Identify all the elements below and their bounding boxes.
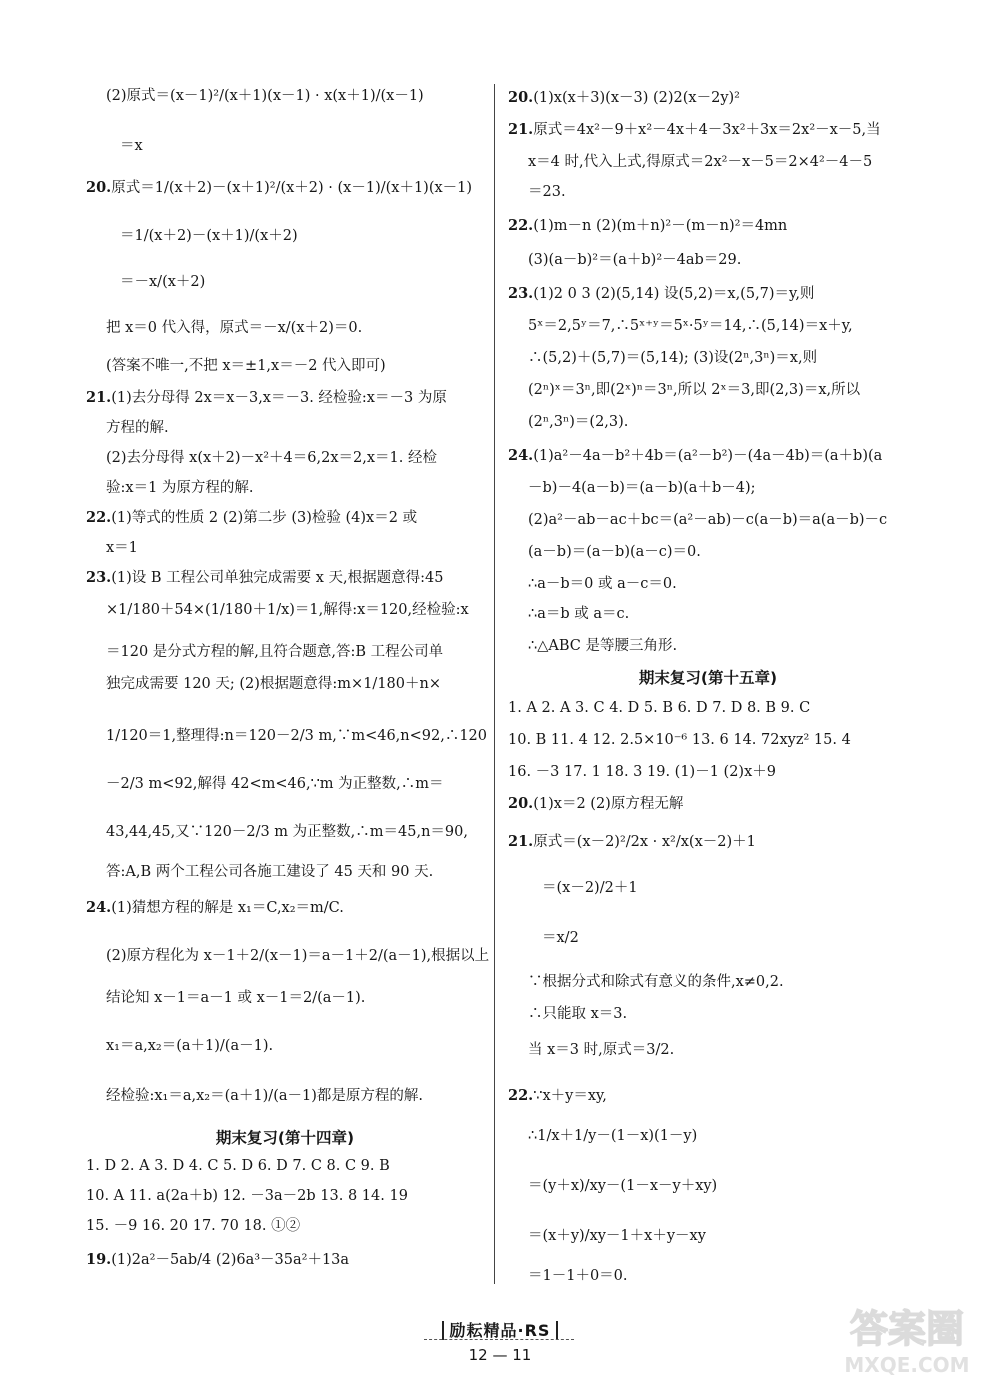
answer-line [508, 574, 908, 594]
answer-text: 原式＝1/(x＋2)－(x＋1)²/(x＋2) · (x－1)/(x＋1)(x－1) [111, 180, 473, 196]
answer-line [86, 478, 484, 498]
question-number: 20. [86, 179, 112, 196]
answer-line [508, 412, 908, 432]
answer-line [86, 272, 484, 292]
answer-text: 验:x＝1 为原方程的解. [106, 480, 254, 496]
answer-text: 当 x＝3 时,原式＝3/2. [528, 1042, 675, 1058]
answer-line [508, 762, 908, 782]
answer-line [508, 1004, 908, 1024]
answer-line [508, 1040, 908, 1060]
brand-label: 励耘精品·RS [442, 1321, 559, 1340]
answer-line [508, 446, 908, 466]
answer-text: (1)等式的性质 2 (2)第二步 (3)检验 (4)x＝2 或 [111, 510, 418, 526]
page-number: 12 — 11 [468, 1346, 532, 1364]
answer-line [508, 794, 908, 814]
answer-text: (1)x(x＋3)(x－3) (2)2(x－2y)² [533, 90, 740, 106]
answer-line [508, 1126, 908, 1146]
answer-line [508, 730, 908, 750]
answer-line [508, 348, 908, 368]
answer-line [86, 178, 484, 198]
answer-line [508, 1266, 908, 1286]
answer-text: ∴a＝b 或 a＝c. [528, 606, 630, 622]
answer-text: ＝1－1＋0＝0. [528, 1268, 628, 1284]
answer-line [86, 538, 484, 558]
answer-line [508, 1226, 908, 1246]
answer-text: (2ⁿ,3ⁿ)＝(2,3). [528, 414, 629, 430]
answer-line [86, 1156, 484, 1176]
answer-line [86, 318, 484, 338]
answer-line [86, 1250, 484, 1270]
answer-line [508, 316, 908, 336]
answer-line [86, 508, 484, 528]
answer-text: (1)x＝2 (2)原方程无解 [533, 796, 684, 812]
answer-line [86, 774, 484, 794]
answer-text: (答案不唯一,不把 x＝±1,x＝－2 代入即可) [106, 358, 386, 374]
answer-line [86, 418, 484, 438]
answer-text: ＝x/2 [542, 930, 579, 946]
answer-text: ＝(x－2)/2＋1 [542, 880, 638, 896]
answer-line [86, 946, 490, 966]
answer-text: x＝4 时,代入上式,得原式＝2x²－x－5＝2×4²－4－5 [528, 154, 873, 170]
answer-line [86, 1216, 484, 1236]
answer-text: 期末复习(第十五章) [638, 669, 778, 687]
question-number: 22. [86, 509, 112, 526]
answer-text: ＝x [120, 138, 143, 154]
answer-line [86, 862, 484, 882]
answer-text: (2ⁿ)ˣ＝3ⁿ,即(2ˣ)ⁿ＝3ⁿ,所以 2ˣ＝3,即(2,3)＝x,所以 [528, 382, 861, 398]
answer-text: (2)原式＝(x－1)²/(x＋1)(x－1) · x(x＋1)/(x－1) [106, 88, 424, 104]
answer-line [508, 88, 908, 108]
answer-text: ＝－x/(x＋2) [120, 274, 206, 290]
answer-text: ×1/180＋54×(1/180＋1/x)＝1,解得:x＝120,经检验:x [106, 602, 469, 618]
question-number: 21. [508, 121, 534, 138]
answer-text: (2)原方程化为 x－1＋2/(x－1)＝a－1＋2/(a－1),根据以上 [106, 948, 490, 964]
answer-line [86, 674, 484, 694]
answer-line [508, 510, 908, 530]
answer-text: 原式＝(x－2)²/2x · x²/x(x－2)＋1 [533, 834, 756, 850]
answer-line [508, 972, 908, 992]
answer-text: 方程的解. [106, 420, 169, 436]
answer-line [508, 636, 908, 656]
answer-line [86, 356, 484, 376]
answer-text: (1)猜想方程的解是 x₁＝C,x₂＝m/C. [111, 900, 344, 916]
answer-line [508, 698, 908, 718]
answer-line [86, 448, 484, 468]
answer-line [508, 832, 908, 852]
question-number: 24. [86, 899, 112, 916]
watermark-text: 答案圈 [849, 1307, 965, 1351]
answer-line [86, 822, 484, 842]
question-number: 19. [86, 1251, 112, 1268]
answer-line [508, 542, 908, 562]
answer-line [508, 250, 908, 270]
answer-line [508, 152, 908, 172]
answer-text: 经检验:x₁＝a,x₂＝(a＋1)/(a－1)都是原方程的解. [106, 1088, 423, 1104]
answer-text: －2/3 m<92,解得 42<m<46,∵m 为正整数,∴m＝ [106, 776, 444, 792]
answer-text: 5ˣ＝2,5ʸ＝7,∴5ˣ⁺ʸ＝5ˣ·5ʸ＝14,∴(5,14)＝x＋y, [528, 318, 853, 334]
section-heading [508, 668, 908, 688]
answer-line [86, 136, 484, 156]
answer-line [508, 216, 908, 236]
answer-line [86, 226, 484, 246]
answer-text: (1)m－n (2)(m＋n)²－(m－n)²＝4mn [533, 218, 788, 234]
answer-line [508, 284, 908, 304]
question-number: 24. [508, 447, 534, 464]
answer-text: 把 x＝0 代入得，原式＝－x/(x＋2)＝0. [106, 320, 363, 336]
answer-text: ＝120 是分式方程的解,且符合题意,答:B 工程公司单 [106, 644, 444, 660]
answer-text: 43,44,45,又∵120－2/3 m 为正整数,∴m＝45,n＝90, [106, 824, 468, 840]
question-number: 22. [508, 217, 534, 234]
answer-text: ∴a－b＝0 或 a－c＝0. [528, 576, 677, 592]
answer-text: 独完成需要 120 天; (2)根据题意得:m×1/180＋n× [106, 676, 441, 692]
answer-line [508, 878, 908, 898]
answer-line [86, 726, 488, 746]
question-number: 20. [508, 89, 534, 106]
answer-line [86, 388, 484, 408]
answer-text: ∵根据分式和除式有意义的条件,x≠0,2. [528, 974, 784, 990]
answer-text: (1)设 B 工程公司单独完成需要 x 天,根据题意得:45 [111, 570, 444, 586]
answer-text: ∴1/x＋1/y－(1－x)(1－y) [528, 1128, 698, 1144]
answer-line [508, 1176, 908, 1196]
answer-text: ＝(x＋y)/xy－1＋x＋y－xy [528, 1228, 706, 1244]
answer-text: x₁＝a,x₂＝(a＋1)/(a－1). [106, 1038, 274, 1054]
answer-text: ＝23. [528, 184, 566, 200]
answer-text: 答:A,B 两个工程公司各施工建设了 45 天和 90 天. [106, 864, 434, 880]
answer-line [508, 380, 908, 400]
question-number: 22. [508, 1087, 534, 1104]
question-number: 23. [86, 569, 112, 586]
answer-line [86, 898, 484, 918]
answer-text: ∴(5,2)＋(5,7)＝(5,14); (3)设(2ⁿ,3ⁿ)＝x,则 [528, 350, 818, 366]
answer-text: 1/120＝1,整理得:n＝120－2/3 m,∵m<46,n<92,∴120 [106, 728, 488, 744]
brand-underline [424, 1339, 574, 1340]
answer-text: ＝1/(x＋2)－(x＋1)/(x＋2) [120, 228, 298, 244]
question-number: 21. [86, 389, 112, 406]
answer-line [508, 928, 908, 948]
answer-text: (2)a²－ab－ac＋bc＝(a²－ab)－c(a－b)＝a(a－b)－c [528, 512, 888, 528]
answer-line [86, 642, 484, 662]
answer-text: (1)2 0 3 (2)(5,14) 设(5,2)＝x,(5,7)＝y,则 [533, 286, 815, 302]
answer-line [86, 86, 484, 106]
section-heading [86, 1128, 484, 1148]
answer-line [86, 1186, 484, 1206]
answer-text: 10. A 11. a(2a＋b) 12. －3a－2b 13. 8 14. 19 [86, 1188, 408, 1204]
answer-text: 结论知 x－1＝a－1 或 x－1＝2/(a－1). [106, 990, 366, 1006]
answer-line [86, 568, 484, 588]
answer-text: 1. D 2. A 3. D 4. C 5. D 6. D 7. C 8. C 9. B [86, 1158, 390, 1174]
answer-text: －b)－4(a－b)＝(a－b)(a＋b－4); [528, 480, 756, 496]
watermark-logo [832, 1298, 982, 1380]
question-number: 23. [508, 285, 534, 302]
column-divider [494, 84, 495, 1284]
answer-text: ＝(y＋x)/xy－(1－x－y＋xy) [528, 1178, 718, 1194]
answer-text: ∴只能取 x＝3. [528, 1006, 628, 1022]
answer-text: 1. A 2. A 3. C 4. D 5. B 6. D 7. D 8. B 9. C [508, 700, 811, 716]
answer-text: (a－b)＝(a－b)(a－c)＝0. [528, 544, 701, 560]
answer-line [508, 120, 908, 140]
answer-text: 16. －3 17. 1 18. 3 19. (1)－1 (2)x＋9 [508, 764, 776, 780]
answer-text: 原式＝4x²－9＋x²－4x＋4－3x²＋3x＝2x²－x－5,当 [533, 122, 881, 138]
question-number: 20. [508, 795, 534, 812]
answer-line [508, 478, 908, 498]
answer-text: ∴△ABC 是等腰三角形. [528, 638, 678, 654]
answer-line [508, 182, 908, 202]
answer-text: 期末复习(第十四章) [215, 1129, 355, 1147]
answer-line [86, 988, 484, 1008]
answer-line [86, 1086, 484, 1106]
answer-line [86, 600, 484, 620]
answer-line [508, 604, 908, 624]
answer-line [86, 1036, 484, 1056]
question-number: 21. [508, 833, 534, 850]
answer-text: 15. －9 16. 20 17. 70 18. ①② [86, 1218, 301, 1234]
answer-text: (2)去分母得 x(x＋2)－x²＋4＝6,2x＝2,x＝1. 经检 [106, 450, 437, 466]
answer-line [508, 1086, 908, 1106]
answer-text: (1)2a²－5ab/4 (2)6a³－35a²＋13a [111, 1252, 350, 1268]
answer-text: (3)(a－b)²＝(a＋b)²－4ab＝29. [528, 252, 742, 268]
answer-text: 10. B 11. 4 12. 2.5×10⁻⁶ 13. 6 14. 72xyz² 15. 4 [508, 732, 851, 748]
answer-text: x＝1 [106, 540, 138, 556]
answer-text: ∵x＋y＝xy, [533, 1088, 607, 1104]
answer-text: (1)去分母得 2x＝x－3,x＝－3. 经检验:x＝－3 为原 [111, 390, 447, 406]
watermark-url: MXQE.COM [844, 1353, 970, 1377]
answer-text: (1)a²－4a－b²＋4b＝(a²－b²)－(4a－4b)＝(a＋b)(a [533, 448, 883, 464]
